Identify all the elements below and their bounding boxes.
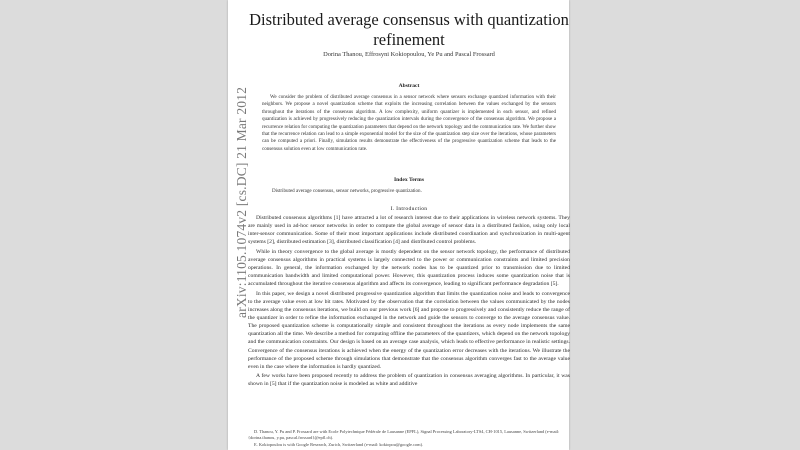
footnote: D. Thanou, Y. Pu and P. Frossard are with Ecole Polytechnique Fédérale de Lausanne (EPFL), Signal Processing Laboratory-LTS4, CH-1015, Lausanne, Switzerland (e-mail: {dorina.thanou, y.pu, pascal.frossard}@epfl.ch). [248,429,560,441]
footnotes [248,429,570,448]
section-heading-introduction: I. Introduction [390,206,428,212]
index-terms-heading: Index Terms [394,177,424,183]
paper-title: Distributed average consensus with quantization refinement [249,10,569,49]
abstract-text: We consider the problem of distributed average consensus in a sensor network where sensors exchange quantized information with their neighbors. We propose a novel quantization scheme that exploits the increasing correlation between the values exchanged by the sensors throughout the iterations of the consensus algorithm. A low complexity, uniform quantizer is implemented in each sensor, and refined quantization is achieved by progressively reducing the quantization intervals during the convergence of the consensus algorithm. We propose a recurrence relation for computing the quantization parameters that depend on the network topology and the communication rate. We further show that the recurrence relation can lead to a simple exponential model for the size of the quantization step size over the iterations, whose parameters can be computed a priori. Finally, simulation results demonstrate the effectiveness of the progressive quantization scheme that leads to the consensus solution even at low communication rate. [262,94,556,152]
introduction-body [248,214,570,390]
body-paragraph: Distributed consensus algorithms [1] have attracted a lot of research interest due to their applications in wireless network systems. They are mainly used in ad-hoc sensor networks in order to compute the global average of sensor data in a distributed fashion, using only local inter-sensor communication. Some of their most important applications include distributed coordination and synchronization in multi-agent systems [2], distributed estimation [3], distributed classification [4] and distributed control problems. [248,215,570,246]
body-paragraph: While in theory convergence to the global average is mostly dependent on the sensor network topology, the performance of distributed average consensus algorithms in practical systems is largely connected to the power or communication constraints and limited precision operations. In general, the information exchanged by the network nodes has to be quantized prior to transmission due to limited communication bandwidth and limited computational power. However, this quantization process induces some quantization noise that is accumulated throughout the iterative consensus algorithm and affects its convergence, leading to significant performance degradation [5]. [248,248,570,288]
index-terms-text: Distributed average consensus, sensor networks, progressive quantization. [272,188,422,194]
paper-authors: Dorina Thanou, Effrosyni Kokiopoulou, Ye Pu and Pascal Frossard [323,51,495,58]
body-paragraph: A few works have been proposed recently to address the problem of quantization in consensus averaging algorithms. In particular, it was shown in [5] that if the quantization noise is modeled as white and additive [248,373,570,388]
arxiv-side-stamp: arXiv:1105.1074v2 [cs.DC] 21 Mar 2012 [234,86,249,318]
abstract-heading: Abstract [398,83,420,89]
body-paragraph: In this paper, we design a novel distributed progressive quantization algorithm that limits the quantization noise and leads to convergence to the average value even at low bit rates. Motivated by the observation that the correlation between the values communicated by the nodes increases along the consensus iterations, we build on our previous work [6] and propose to progressively and consistently reduce the range of the quantizer in order to refine the information exchanged in the network and guide the sensors to converge to the average consensus value. The proposed quantization scheme is computationally simple and consistent throughout the iterations as every node implements the same quantization all the time. We describe a method for computing offline the parameters of the quantizers, which depend on the network topology and the communication constraints. Our design is based on an average case analysis, which leads to effective performance in realistic settings. Convergence of the consensus iterations is achieved when the energy of the quantization error decreases with the iterations. We illustrate the performance of the proposed scheme through simulations that demonstrate that the consensus algorithm converges fast to the average value even in the case where the information is hardly quantized. [248,290,570,370]
footnote: E. Kokiopoulou is with Google Research, Zurich, Switzerland (e-mail: kokiopou@google.com). [254,441,424,447]
